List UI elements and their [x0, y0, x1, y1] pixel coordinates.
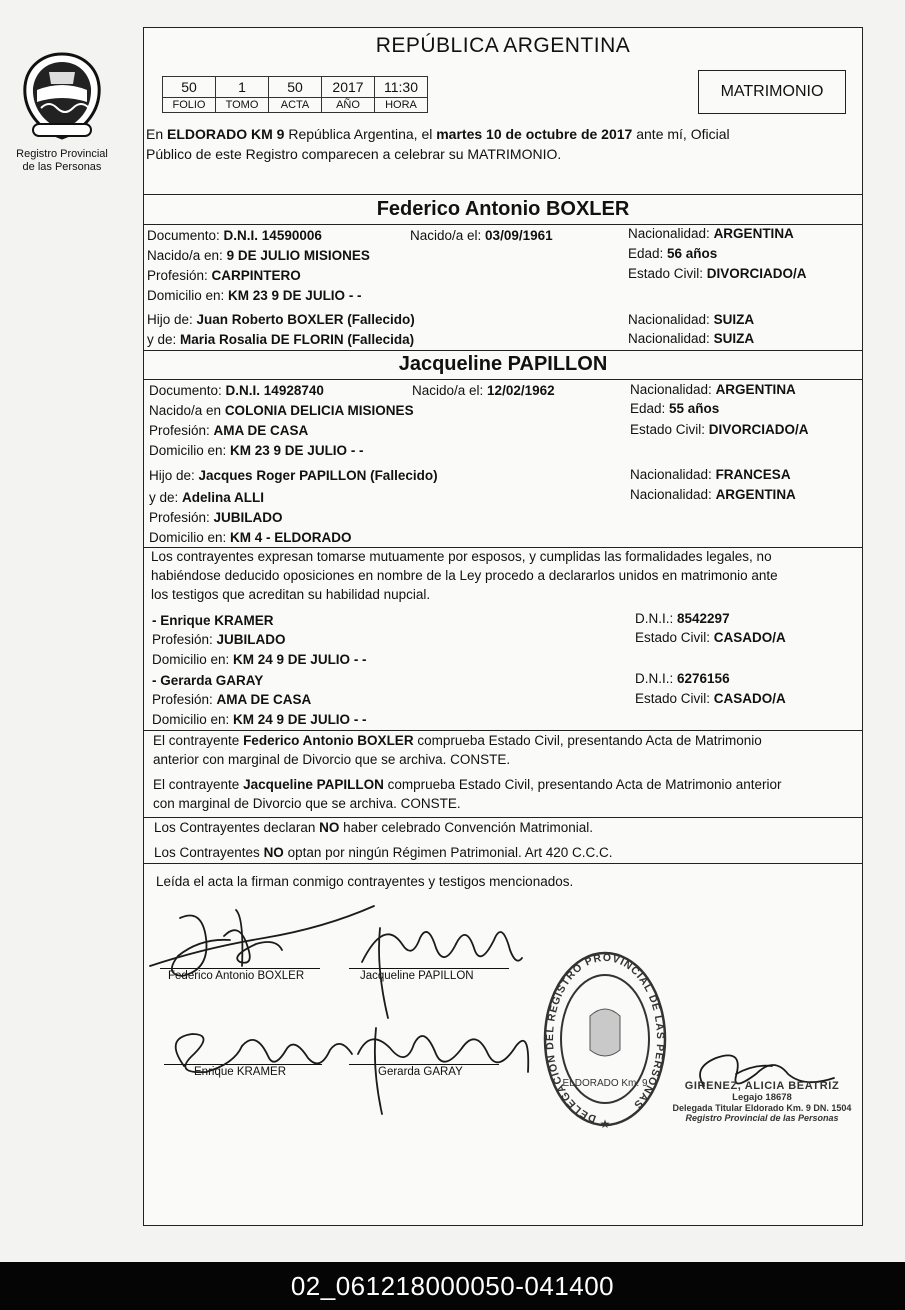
spouse2-birth-place-value: COLONIA DELICIA MISIONES	[224, 403, 414, 418]
intro-text-3: ante mí, Oficial	[632, 126, 730, 142]
spouse1-document	[147, 226, 322, 246]
record-values-row	[163, 77, 428, 98]
label-y-de: y de:	[149, 490, 183, 505]
label-domicilio: Domicilio en:	[149, 443, 231, 458]
label-y-de: y de:	[147, 332, 181, 347]
proof-2-text-a: El contrayente	[153, 777, 244, 792]
spouse2-mother	[149, 488, 264, 508]
label-estado-civil: Estado Civil:	[630, 422, 709, 437]
officer-office: Registro Provincial de las Personas	[685, 1113, 839, 1123]
witness1-name	[152, 611, 274, 631]
spouse1-mother	[147, 330, 414, 350]
page-title: REPÚBLICA ARGENTINA	[375, 34, 631, 57]
seal-inner-text: ELDORADO Km. 9	[562, 1078, 648, 1089]
tomo-value: 1	[216, 77, 269, 98]
convention-2-text-a: Los Contrayentes	[154, 845, 264, 860]
folio-value: 50	[163, 77, 216, 98]
label-profesion: Profesión:	[149, 423, 214, 438]
label-edad: Edad:	[630, 401, 670, 416]
signature-label-spouse2: Jacqueline PAPILLON	[360, 970, 474, 982]
proof-1-text-b: comprueba Estado Civil, presentando Acta de Matrimonio	[413, 733, 762, 748]
label-domicilio: Domicilio en:	[152, 712, 234, 727]
spouse1-mother-nationality-value: SUIZA	[713, 331, 755, 346]
spouse1-father-nationality-value: SUIZA	[713, 312, 755, 327]
spouse2-address-value: KM 23 9 DE JULIO - -	[230, 443, 364, 458]
spouse2-profession-value: AMA DE CASA	[213, 423, 309, 438]
convention-2-text-b: optan por ningún Régimen Patrimonial. Art 420 C.C.C.	[283, 845, 613, 860]
convention-line-2	[154, 843, 613, 863]
label-dni: D.N.I.:	[635, 671, 678, 686]
officer-role: Delegada Titular Eldorado Km. 9 DN. 1504	[672, 1103, 852, 1113]
spouse1-nationality-value: ARGENTINA	[713, 226, 794, 241]
label-hijo-de: Hijo de:	[149, 468, 199, 483]
label-nacionalidad: Nacionalidad:	[628, 331, 714, 346]
witness1-address	[152, 650, 367, 670]
label-dni: D.N.I.:	[635, 611, 678, 626]
spouse2-mother-value: Adelina ALLI	[182, 490, 265, 505]
spouse2-father-value: Jacques Roger PAPILLON (Fallecido)	[198, 468, 438, 483]
registry-caption-line-1: Registro Provincial	[16, 148, 108, 160]
folio-label: FOLIO	[163, 98, 216, 113]
spouse2-document	[149, 381, 324, 401]
spouse2-mother-nationality-value: ARGENTINA	[715, 487, 796, 502]
witness1-dni-value: 8542297	[677, 611, 730, 626]
spouse1-father-value: Juan Roberto BOXLER (Fallecido)	[196, 312, 415, 327]
seal-icon	[540, 946, 670, 1132]
spouse2-age	[630, 399, 719, 419]
label-estado-civil: Estado Civil:	[635, 630, 714, 645]
spouse1-document-value: D.N.I. 14590006	[223, 228, 322, 243]
spouse2-father-nationality-value: FRANCESA	[715, 467, 791, 482]
spouse2-civil-status	[630, 420, 809, 440]
registry-caption	[8, 148, 116, 174]
signature-spouse1	[150, 906, 374, 976]
label-nacionalidad: Nacionalidad:	[630, 467, 716, 482]
divider	[144, 350, 862, 351]
spouse1-age	[628, 244, 717, 264]
spouse2-birth-date	[412, 381, 555, 401]
time-value: 11:30	[375, 77, 428, 98]
witness1-profession-value: JUBILADO	[216, 632, 286, 647]
spouse1-address	[147, 286, 362, 306]
spouse2-mother-profession-value: JUBILADO	[213, 510, 283, 525]
convention-1-text-b: haber celebrado Convención Matrimonial.	[339, 820, 593, 835]
intro-text-1: En	[146, 126, 168, 142]
proof-1-text-a: El contrayente	[153, 733, 244, 748]
proof-2-line-2: con marginal de Divorcio que se archiva. CONSTE.	[153, 796, 461, 811]
label-documento: Documento:	[147, 228, 224, 243]
spouse2-name: Jacqueline PAPILLON	[398, 353, 608, 375]
registry-logo	[8, 50, 116, 174]
witness1-profession	[152, 630, 286, 650]
spouse2-mother-profession	[149, 508, 283, 528]
witness2-name-value: - Gerarda GARAY	[152, 673, 264, 688]
declaration-line-1: Los contrayentes expresan tomarse mutuamente por esposos, y cumplidas las formalidades legales, no	[151, 549, 772, 564]
coat-of-arms-icon	[19, 50, 105, 142]
label-nacido-en: Nacido/a en:	[147, 248, 227, 263]
spouse1-age-value: 56 años	[667, 246, 718, 261]
label-estado-civil: Estado Civil:	[635, 691, 714, 706]
witness1-civil-status	[635, 628, 786, 648]
proof-1-name: Federico Antonio BOXLER	[243, 733, 414, 748]
ceremony-date: martes 10 de octubre de 2017	[436, 126, 633, 142]
spouse2-age-value: 55 años	[669, 401, 720, 416]
signature-witness2	[358, 1028, 528, 1114]
witness1-name-value: - Enrique KRAMER	[152, 613, 274, 628]
marriage-certificate	[143, 27, 863, 1226]
label-nacido-en: Nacido/a en	[149, 403, 225, 418]
spouse1-address-value: KM 23 9 DE JULIO - -	[228, 288, 362, 303]
spouse1-father-nationality	[628, 310, 754, 330]
intro-line-1	[146, 124, 730, 144]
witness2-dni	[635, 669, 730, 689]
witness2-name	[152, 671, 263, 691]
signature-label-witness2: Gerarda GARAY	[378, 1066, 463, 1078]
convention-1-no: NO	[319, 820, 340, 835]
spouse2-nationality-value: ARGENTINA	[715, 382, 796, 397]
divider	[144, 194, 862, 195]
label-profesion: Profesión:	[149, 510, 214, 525]
spouse1-mother-value: Maria Rosalia DE FLORIN (Fallecida)	[180, 332, 415, 347]
registry-seal	[540, 946, 670, 1132]
spouse2-birth-date-value: 12/02/1962	[487, 383, 555, 398]
spouse1-nationality	[628, 224, 794, 244]
spouse1-profession-value: CARPINTERO	[211, 268, 301, 283]
officer-stamp	[664, 1080, 860, 1123]
label-nacido-el: Nacido/a el:	[410, 228, 486, 243]
witness1-civil-status-value: CASADO/A	[713, 630, 786, 645]
registry-caption-line-2: de las Personas	[22, 161, 102, 173]
spouse1-profession	[147, 266, 301, 286]
label-edad: Edad:	[628, 246, 668, 261]
time-label: HORA	[375, 98, 428, 113]
label-profesion: Profesión:	[147, 268, 212, 283]
label-nacionalidad: Nacionalidad:	[630, 382, 716, 397]
label-nacionalidad: Nacionalidad:	[628, 312, 714, 327]
record-number-table	[162, 76, 428, 113]
tomo-label: TOMO	[216, 98, 269, 113]
intro-line-2: Público de este Registro comparecen a celebrar su MATRIMONIO.	[146, 146, 562, 162]
witness1-dni	[635, 609, 730, 629]
document-code-bar: 02_061218000050-041400	[0, 1262, 905, 1310]
spouse1-civil-status-value: DIVORCIADO/A	[706, 266, 807, 281]
officer-legajo: Legajo 18678	[732, 1092, 792, 1103]
spouse2-mother-address-value: KM 4 - ELDORADO	[230, 530, 352, 545]
spouse1-civil-status	[628, 264, 807, 284]
acta-label: ACTA	[269, 98, 322, 113]
ceremony-place: ELDORADO KM 9	[167, 126, 285, 142]
spouse2-birth-place	[149, 401, 414, 421]
witness2-civil-status	[635, 689, 786, 709]
spouse2-father	[149, 466, 438, 486]
spouse2-profession	[149, 421, 308, 441]
label-domicilio: Domicilio en:	[152, 652, 234, 667]
witness2-address	[152, 710, 367, 730]
spouse1-birth-date-value: 03/09/1961	[485, 228, 553, 243]
spouse2-civil-status-value: DIVORCIADO/A	[708, 422, 809, 437]
label-nacido-el: Nacido/a el:	[412, 383, 488, 398]
spouse2-mother-address	[149, 528, 352, 548]
witness2-address-value: KM 24 9 DE JULIO - -	[233, 712, 367, 727]
spouse1-birth-date	[410, 226, 553, 246]
seal-outer-text: DELEGACION DEL REGISTRO PROVINCIAL DE LAS PERSONAS	[544, 951, 667, 1125]
intro-text-2: República Argentina, el	[284, 126, 437, 142]
witness2-profession	[152, 690, 311, 710]
label-estado-civil: Estado Civil:	[628, 266, 707, 281]
spouse2-nationality	[630, 380, 796, 400]
closing-statement: Leída el acta la firman conmigo contrayentes y testigos mencionados.	[156, 874, 574, 889]
spouse1-name: Federico Antonio BOXLER	[376, 198, 630, 220]
spouse2-document-value: D.N.I. 14928740	[225, 383, 324, 398]
declaration-line-3: los testigos que acreditan su habilidad nupcial.	[151, 587, 431, 602]
label-nacionalidad: Nacionalidad:	[630, 487, 716, 502]
witness1-address-value: KM 24 9 DE JULIO - -	[233, 652, 367, 667]
officer-name: GIRENEZ, ALICIA BEATRIZ	[684, 1080, 840, 1092]
witness2-civil-status-value: CASADO/A	[713, 691, 786, 706]
year-label: AÑO	[322, 98, 375, 113]
spouse1-birth-place-value: 9 DE JULIO MISIONES	[226, 248, 370, 263]
convention-line-1	[154, 818, 593, 838]
proof-1-line-1	[153, 731, 762, 751]
spouse2-mother-nationality	[630, 485, 796, 505]
spouse1-mother-nationality	[628, 329, 754, 349]
acta-value: 50	[269, 77, 322, 98]
spouse2-address	[149, 441, 364, 461]
spouse2-father-nationality	[630, 465, 791, 485]
label-nacionalidad: Nacionalidad:	[628, 226, 714, 241]
divider	[144, 863, 862, 864]
label-domicilio: Domicilio en:	[147, 288, 229, 303]
proof-2-text-b: comprueba Estado Civil, presentando Acta de Matrimonio anterior	[383, 777, 782, 792]
proof-1-line-2: anterior con marginal de Divorcio que se archiva. CONSTE.	[153, 752, 511, 767]
spouse1-birth-place	[147, 246, 370, 266]
declaration-line-2: habiéndose deducido oposiciones en nombre de la Ley procedo a declararlos unidos en matrimonio ante	[151, 568, 778, 583]
label-hijo-de: Hijo de:	[147, 312, 197, 327]
spouse1-father	[147, 310, 415, 330]
signature-label-witness1: Enrique KRAMER	[194, 1066, 287, 1078]
label-profesion: Profesión:	[152, 692, 217, 707]
convention-2-no: NO	[263, 845, 284, 860]
witness2-dni-value: 6276156	[677, 671, 730, 686]
record-type-box: MATRIMONIO	[698, 70, 846, 114]
label-domicilio: Domicilio en:	[149, 530, 231, 545]
year-value: 2017	[322, 77, 375, 98]
witness2-profession-value: AMA DE CASA	[216, 692, 312, 707]
record-labels-row	[163, 98, 428, 113]
proof-2-line-1	[153, 775, 782, 795]
svg-text:★: ★	[599, 1117, 611, 1131]
signature-spouse2	[362, 928, 522, 1018]
proof-2-name: Jacqueline PAPILLON	[243, 777, 384, 792]
signature-witness1	[176, 1034, 352, 1072]
convention-1-text-a: Los Contrayentes declaran	[154, 820, 320, 835]
label-documento: Documento:	[149, 383, 226, 398]
signature-label-spouse1: Federico Antonio BOXLER	[168, 970, 305, 982]
label-profesion: Profesión:	[152, 632, 217, 647]
